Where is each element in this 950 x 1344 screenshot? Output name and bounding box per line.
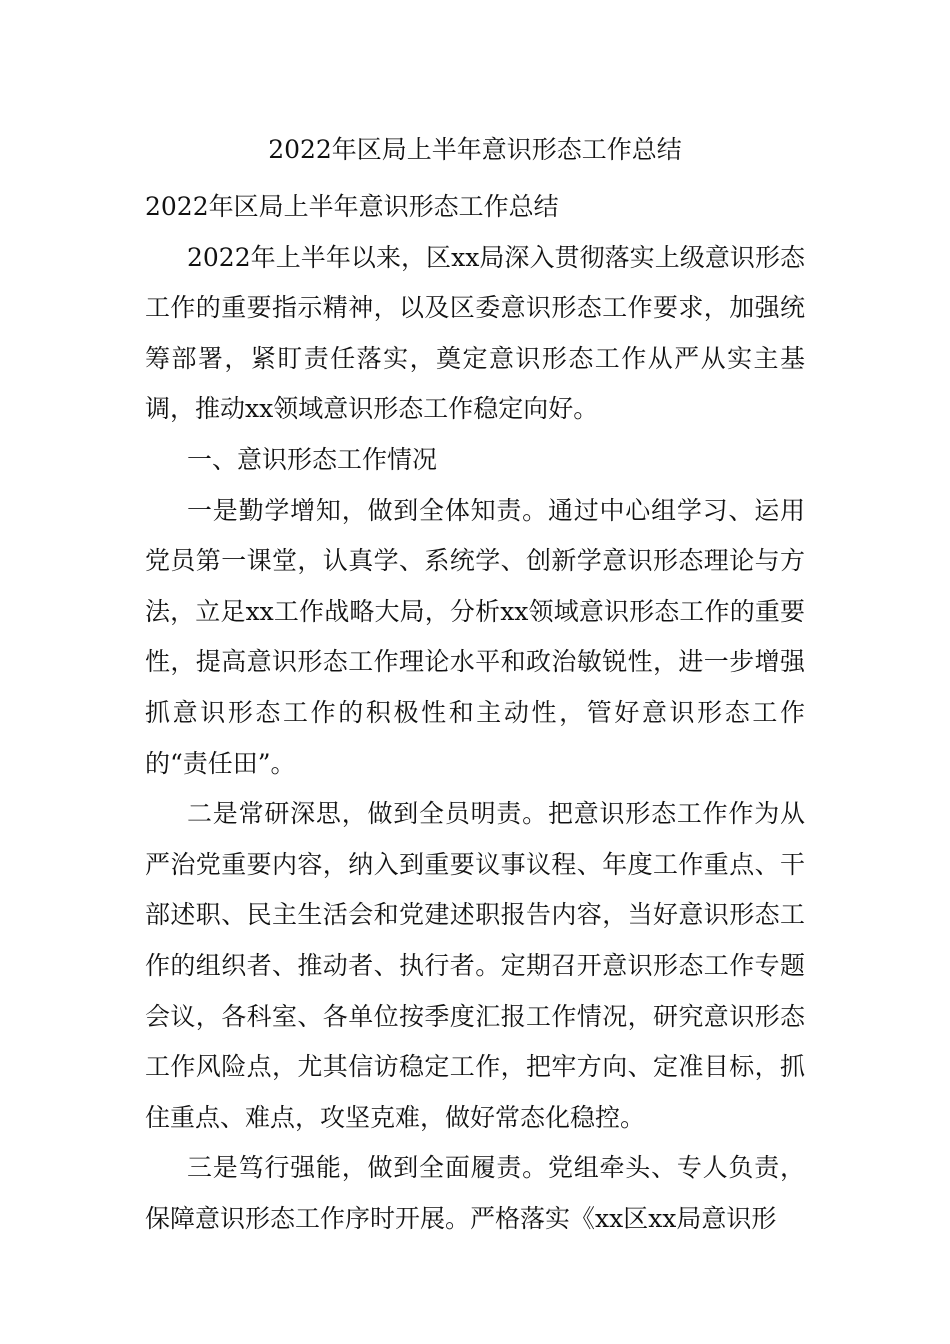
intro-paragraph: 2022年上半年以来，区xx局深入贯彻落实上级意识形态工作的重要指示精神，以及区委意识形态工作要求，加强统筹部署，紧盯责任落实，奠定意识形态工作从严从实主基调，推动xx领域意识形态工作稳定向好。 (145, 242, 805, 424)
paragraph-point-three: 三是笃行强能，做到全面履责。党组牵头、专人负责，保障意识形态工作序时开展。严格落实《xx区xx局意识形 (145, 1153, 805, 1233)
repeated-title-paragraph: 2022年区局上半年意识形态工作总结 (145, 192, 559, 221)
paragraph-point-one: 一是勤学增知，做到全体知责。通过中心组学习、运用党员第一课堂，认真学、系统学、创新学意识形态理论与方法，立足xx工作战略大局，分析xx领域意识形态工作的重要性，提高意识形态工作理论水平和政治敏锐性，进一步增强抓意识形态工作的积极性和主动性，管好意识形态工作的“责任田”。 (145, 495, 805, 778)
section-heading: 一、意识形态工作情况 (187, 444, 438, 474)
paragraph-point-two: 二是常研深思，做到全员明责。把意识形态工作作为从严治党重要内容，纳入到重要议事议程、年度工作重点、干部述职、民主生活会和党建述职报告内容，当好意识形态工作的组织者、推动者、执行者。定期召开意识形态工作专题会议，各科室、各单位按季度汇报工作情况，研究意识形态工作风险点，尤其信访稳定工作，把牢方向、定准目标，抓住重点、难点，攻坚克难，做好常态化稳控。 (145, 799, 805, 1132)
document-title: 2022年区局上半年意识形态工作总结 (268, 135, 682, 164)
document-body (145, 182, 805, 1244)
